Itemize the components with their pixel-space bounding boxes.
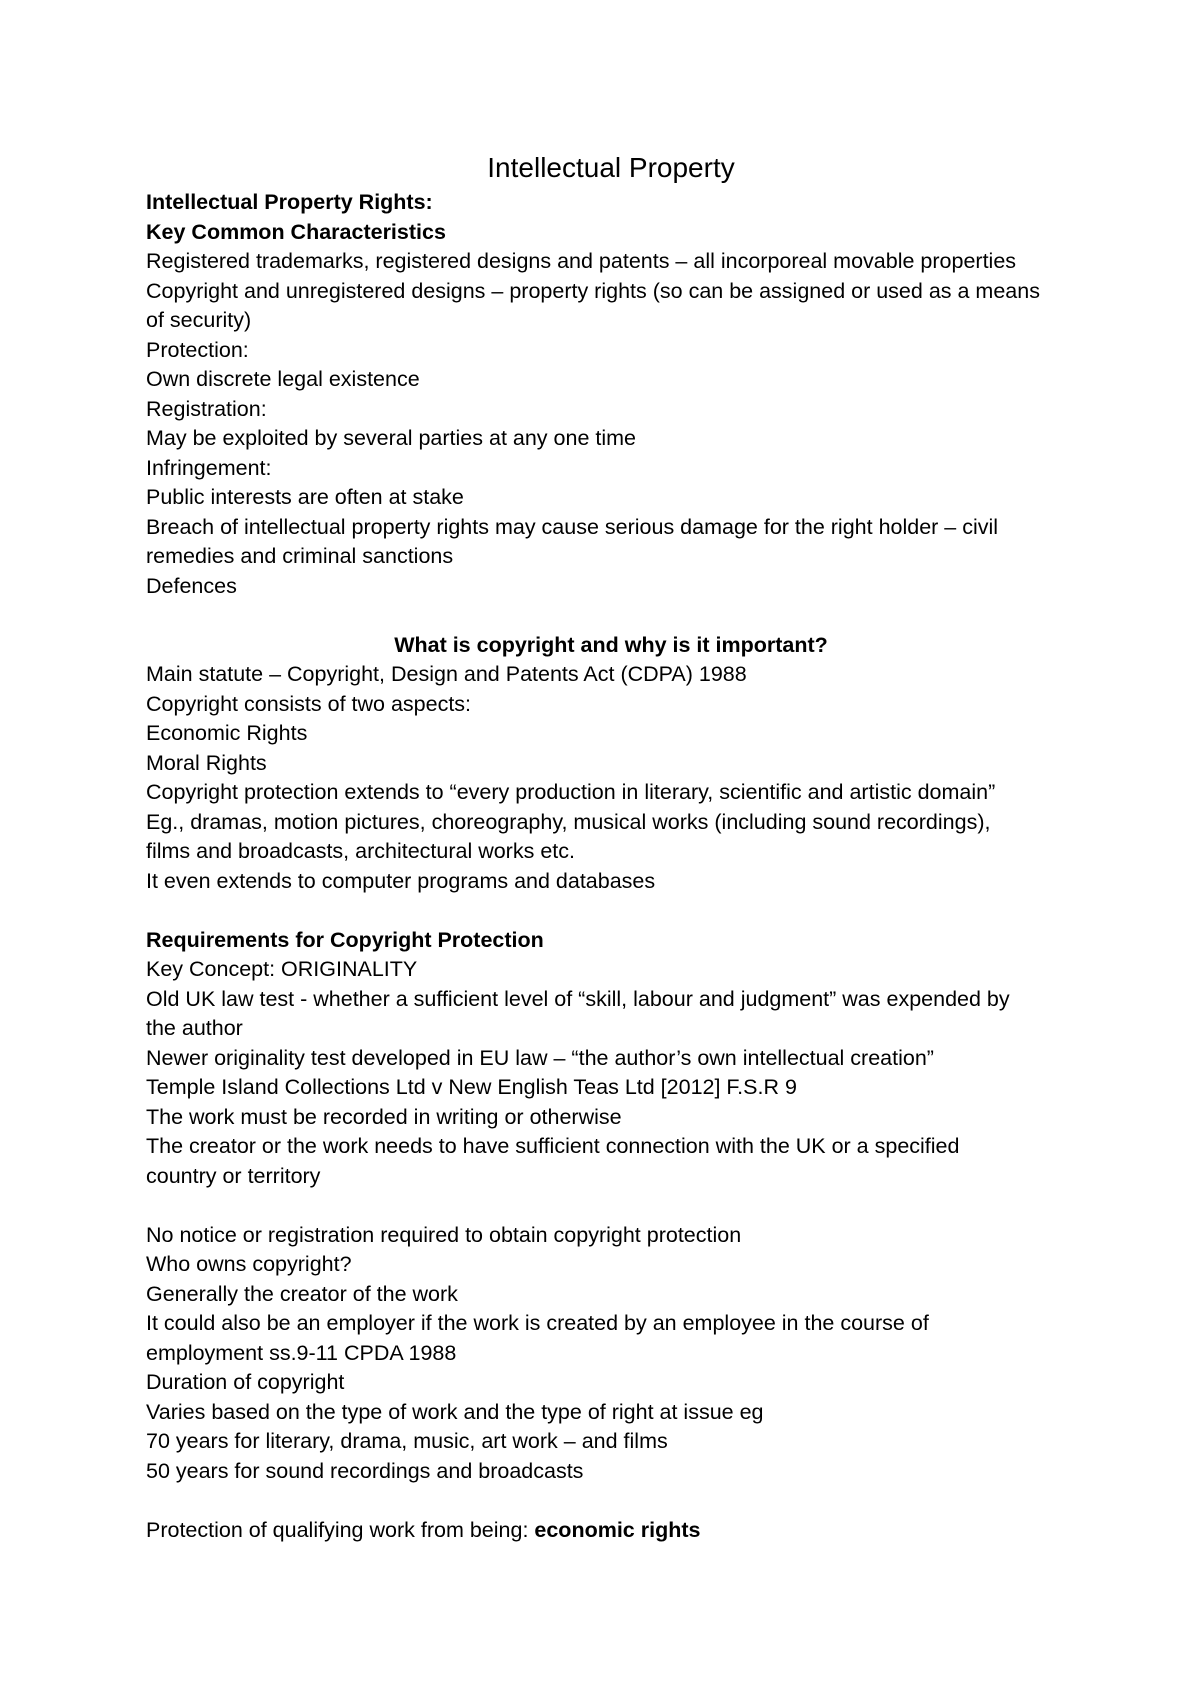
text-line [146, 1103, 1076, 1133]
line-text: Own discrete legal existence [146, 367, 420, 391]
paragraph-gap [146, 896, 1076, 926]
line-text: Registration: [146, 396, 267, 421]
section-heading [146, 926, 1076, 956]
text-line [146, 1250, 1076, 1280]
text-line [146, 1044, 1076, 1074]
line-text: What is copyright and why is it important? [394, 632, 828, 657]
text-line [146, 395, 1076, 425]
line-text: Infringement: [146, 455, 272, 480]
line-text: Requirements for Copyright Protection [146, 927, 544, 952]
text-line [146, 778, 1076, 808]
text-line [146, 1339, 1076, 1369]
text-line [146, 454, 1076, 484]
line-text: Copyright protection extends to “every production in literary, scientific and artistic domain” [146, 780, 996, 804]
text-line [146, 483, 1076, 513]
line-text: Generally the creator of the work [146, 1281, 458, 1306]
text-line [146, 542, 1076, 572]
text-line [146, 660, 1076, 690]
document-body [146, 188, 1076, 1545]
text-line [146, 955, 1076, 985]
text-line [146, 1309, 1076, 1339]
line-text: Defences [146, 573, 237, 598]
line-text: Duration of copyright [146, 1370, 345, 1394]
text-line [146, 1457, 1076, 1487]
text-line [146, 985, 1076, 1015]
line-text: It even extends to computer programs and databases [146, 868, 656, 893]
document-page [146, 150, 1076, 1545]
line-text: Protection: [146, 337, 249, 362]
text-line [146, 749, 1076, 779]
line-text: employment ss.9-11 CPDA 1988 [146, 1340, 457, 1365]
line-text: Temple Island Collections Ltd v New English Teas Ltd [2012] F.S.R 9 [146, 1075, 797, 1099]
line-text: country or territory [146, 1163, 321, 1188]
line-text: Public interests are often at stake [146, 485, 464, 509]
line-text: Copyright and unregistered designs – property rights (so can be assigned or used as a means [146, 278, 1040, 303]
line-text: 50 years for sound recordings and broadcasts [146, 1458, 584, 1483]
line-text: films and broadcasts, architectural works etc. [146, 839, 575, 863]
line-text: Breach of intellectual property rights may cause serious damage for the right holder – civil [146, 514, 999, 539]
line-text: Intellectual Property Rights: [146, 190, 433, 214]
line-text: May be exploited by several parties at any one time [146, 426, 636, 450]
line-text: Protection of qualifying work from being: [146, 1517, 535, 1542]
text-line [146, 424, 1076, 454]
line-text: Newer originality test developed in EU law – “the author’s own intellectual creation” [146, 1045, 934, 1070]
line-text: Who owns copyright? [146, 1252, 352, 1276]
section-heading [146, 631, 1076, 661]
line-text: the author [146, 1016, 243, 1040]
line-text: Varies based on the type of work and the type of right at issue eg [146, 1399, 764, 1424]
text-line [146, 1073, 1076, 1103]
paragraph-gap [146, 1486, 1076, 1516]
text-line [146, 1280, 1076, 1310]
text-line [146, 306, 1076, 336]
text-line [146, 336, 1076, 366]
line-text: The creator or the work needs to have sufficient connection with the UK or a specified [146, 1134, 960, 1158]
line-text: Registered trademarks, registered designs and patents – all incorporeal movable properties [146, 249, 1017, 273]
line-text: Copyright consists of two aspects: [146, 691, 472, 716]
text-line [146, 1162, 1076, 1192]
line-text: Moral Rights [146, 750, 267, 775]
line-text: Economic Rights [146, 721, 308, 745]
line-text: It could also be an employer if the work is created by an employee in the course of [146, 1311, 929, 1335]
text-line [146, 247, 1076, 277]
text-line [146, 690, 1076, 720]
text-line [146, 808, 1076, 838]
section-heading [146, 218, 1076, 248]
line-emphasis: economic rights [534, 1517, 701, 1542]
document-title: Intellectual Property [487, 152, 735, 183]
line-text: The work must be recorded in writing or otherwise [146, 1104, 622, 1129]
text-line [146, 1398, 1076, 1428]
text-line [146, 277, 1076, 307]
line-text: remedies and criminal sanctions [146, 544, 454, 568]
line-text: of security) [146, 308, 252, 332]
text-line [146, 719, 1076, 749]
line-text: Eg., dramas, motion pictures, choreography, musical works (including sound recordings), [146, 809, 991, 834]
line-text: Main statute – Copyright, Design and Patents Act (CDPA) 1988 [146, 662, 747, 686]
text-line [146, 1221, 1076, 1251]
text-line [146, 1014, 1076, 1044]
line-text: Old UK law test - whether a sufficient level of “skill, labour and judgment” was expended by [146, 986, 1010, 1011]
text-line [146, 513, 1076, 543]
text-line [146, 1427, 1076, 1457]
paragraph-gap [146, 1191, 1076, 1221]
text-line [146, 837, 1076, 867]
text-line [146, 1368, 1076, 1398]
text-line [146, 572, 1076, 602]
line-text: Key Concept: ORIGINALITY [146, 957, 418, 981]
line-text: Key Common Characteristics [146, 219, 446, 244]
text-line [146, 1132, 1076, 1162]
text-line [146, 1516, 1076, 1546]
section-heading [146, 188, 1076, 218]
line-text: No notice or registration required to obtain copyright protection [146, 1222, 742, 1247]
paragraph-gap [146, 601, 1076, 631]
line-text: 70 years for literary, drama, music, art work – and films [146, 1429, 668, 1453]
text-line [146, 365, 1076, 395]
text-line [146, 867, 1076, 897]
